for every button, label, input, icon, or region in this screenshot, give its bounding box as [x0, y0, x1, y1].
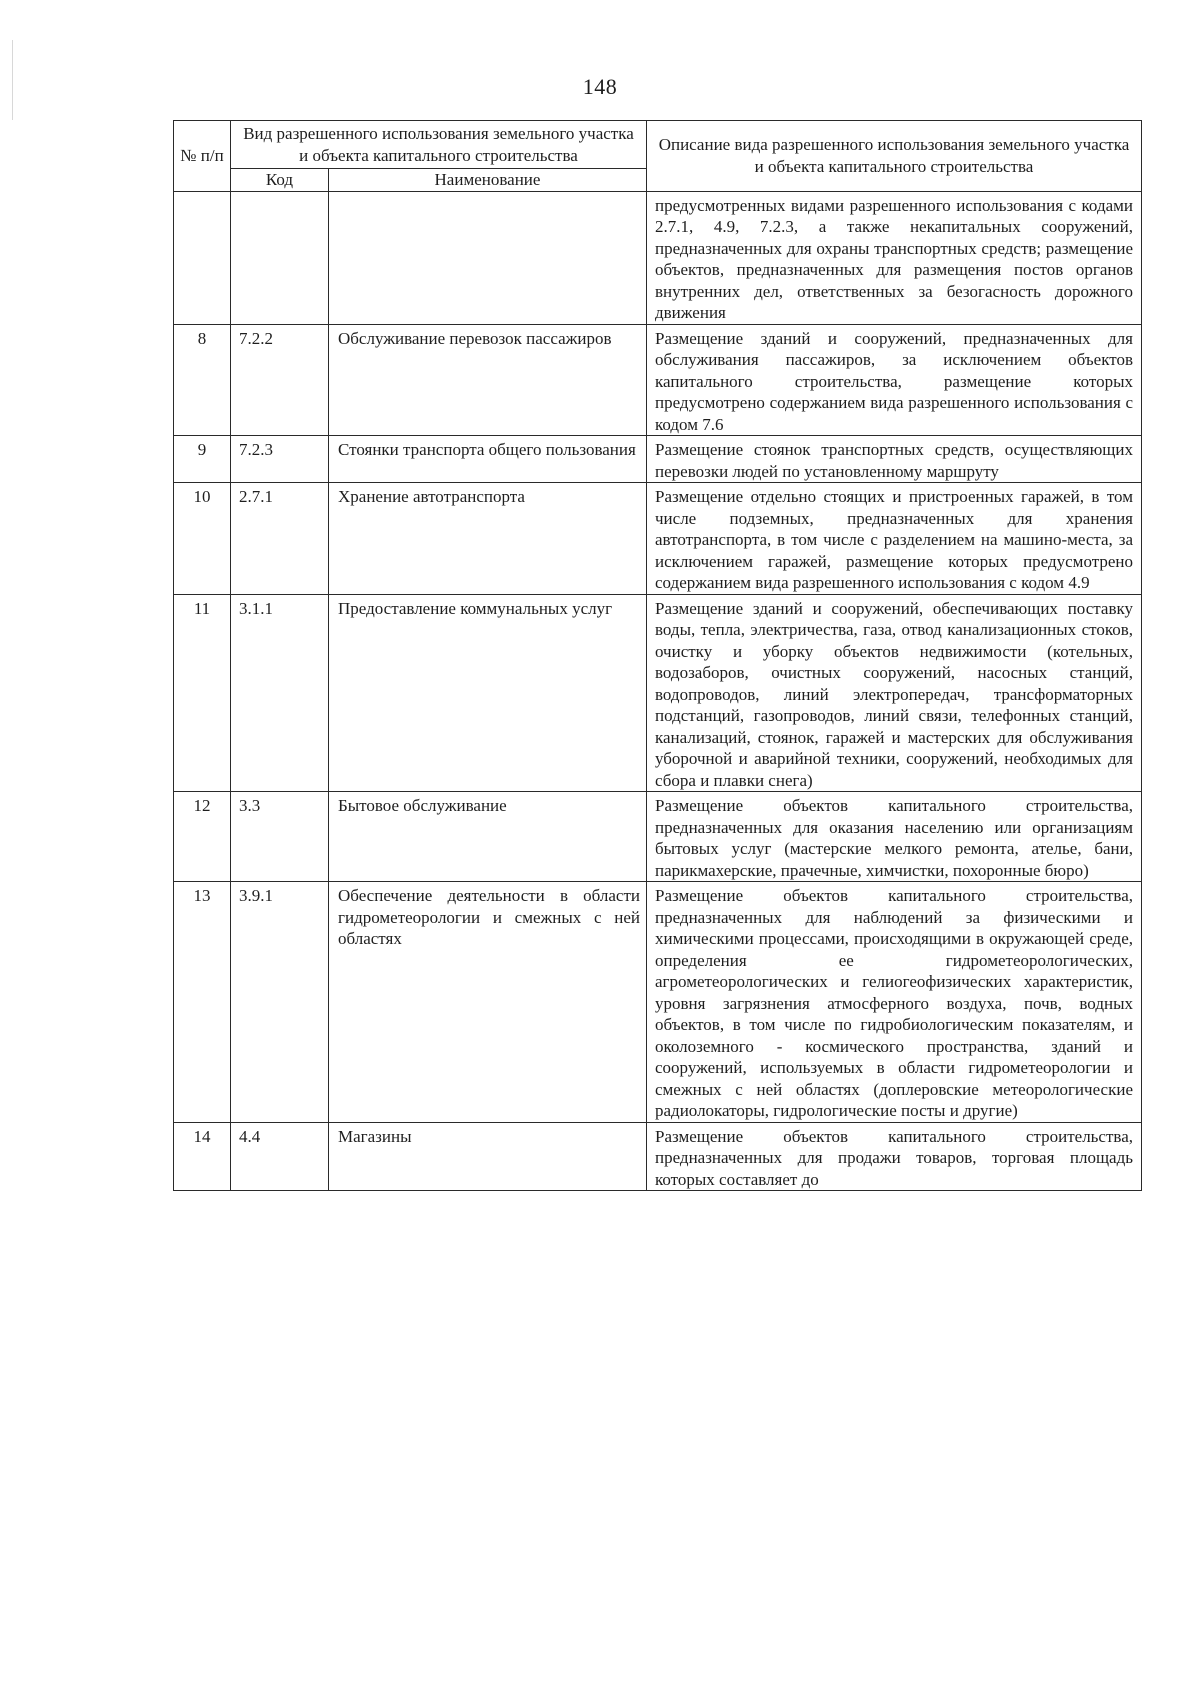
row-num: 13: [174, 882, 231, 1123]
row-code: 2.7.1: [231, 483, 329, 595]
row-name: Обеспечение деятельности в области гидрометеорологии и смежных с ней областях: [329, 882, 647, 1123]
header-name: Наименование: [329, 169, 647, 192]
row-num: 14: [174, 1122, 231, 1191]
row-name: [329, 191, 647, 324]
row-name: Предоставление коммунальных услуг: [329, 594, 647, 792]
row-num: 11: [174, 594, 231, 792]
row-code: 7.2.2: [231, 324, 329, 436]
table-row: [174, 324, 1142, 436]
table-row: [174, 191, 1142, 324]
row-name: Обслуживание перевозок пассажиров: [329, 324, 647, 436]
row-code: 3.3: [231, 792, 329, 882]
row-num: 12: [174, 792, 231, 882]
row-name: Стоянки транспорта общего пользования: [329, 436, 647, 483]
row-code: 3.1.1: [231, 594, 329, 792]
row-description: Размещение объектов капитального строительства, предназначенных для продажи товаров, торговая площадь которых составляет до: [647, 1122, 1142, 1191]
row-description: Размещение зданий и сооружений, предназначенных для обслуживания пассажиров, за исключением объектов капитального строительства, размещение которых предусмотрено содержанием вида разрешенного использования с кодом 7.6: [647, 324, 1142, 436]
table-row: [174, 882, 1142, 1123]
row-code: 7.2.3: [231, 436, 329, 483]
table-row: [174, 436, 1142, 483]
row-name: Бытовое обслуживание: [329, 792, 647, 882]
page-number: 148: [582, 74, 618, 99]
row-num: 8: [174, 324, 231, 436]
table-body: [174, 191, 1142, 1191]
row-description: Размещение объектов капитального строительства, предназначенных для оказания населению или организациям бытовых услуг (мастерские мелкого ремонта, ателье, бани, парикмахерские, прачечные, химчистки, похоронные бюро): [647, 792, 1142, 882]
row-code: 3.9.1: [231, 882, 329, 1123]
row-name: Магазины: [329, 1122, 647, 1191]
row-num: 10: [174, 483, 231, 595]
header-group: Вид разрешенного использования земельного участка и объекта капитального строительства: [231, 121, 647, 169]
table-header: [174, 121, 1142, 192]
table-row: [174, 1122, 1142, 1191]
row-description: Размещение объектов капитального строительства, предназначенных для наблюдений за физическими и химическими процессами, происходящими в окружающей среде, определения ее гидрометеорологических, агрометеорологических и гелиогеофизических характеристик, уровня загрязнения атмосферного воздуха, почв, водных объектов, в том числе по гидробиологическим показателям, и околоземного - космического пространства, зданий и сооружений, используемых в области гидрометеорологии и смежных с ней областях (доплеровские метеорологические радиолокаторы, гидрологические посты и другие): [647, 882, 1142, 1123]
row-description: Размещение стоянок транспортных средств, осуществляющих перевозки людей по установленному маршруту: [647, 436, 1142, 483]
table-row: [174, 483, 1142, 595]
table-row: [174, 792, 1142, 882]
row-description: Размещение отдельно стоящих и пристроенных гаражей, в том числе подземных, предназначенных для хранения автотранспорта, в том числе с разделением на машино-места, за исключением гаражей, размещение которых предусмотрено содержанием вида разрешенного использования с кодом 4.9: [647, 483, 1142, 595]
row-num: 9: [174, 436, 231, 483]
header-code: Код: [231, 169, 329, 192]
header-description: Описание вида разрешенного использования земельного участка и объекта капитального строительства: [647, 121, 1142, 192]
row-num: [174, 191, 231, 324]
row-description: Размещение зданий и сооружений, обеспечивающих поставку воды, тепла, электричества, газа, отвод канализационных стоков, очистку и уборку объектов недвижимости (котельных, водозаборов, очистных сооружений, насосных станций, водопроводов, линий электропередач, трансформаторных подстанций, газопроводов, линий связи, телефонных станций, канализаций, стоянок, гаражей и мастерских для обслуживания уборочной и аварийной техники, сооружений, необходимых для сбора и плавки снега): [647, 594, 1142, 792]
land-use-table: [173, 120, 1142, 1191]
table-row: [174, 594, 1142, 792]
row-code: [231, 191, 329, 324]
row-code: 4.4: [231, 1122, 329, 1191]
row-name: Хранение автотранспорта: [329, 483, 647, 595]
header-num: № п/п: [174, 121, 231, 192]
row-description: предусмотренных видами разрешенного использования с кодами 2.7.1, 4.9, 7.2.3, а также некапитальных сооружений, предназначенных для охраны транспортных средств; размещение объектов, предназначенных для размещения постов органов внутренних дел, ответственных за безогасность дорожного движения: [647, 191, 1142, 324]
